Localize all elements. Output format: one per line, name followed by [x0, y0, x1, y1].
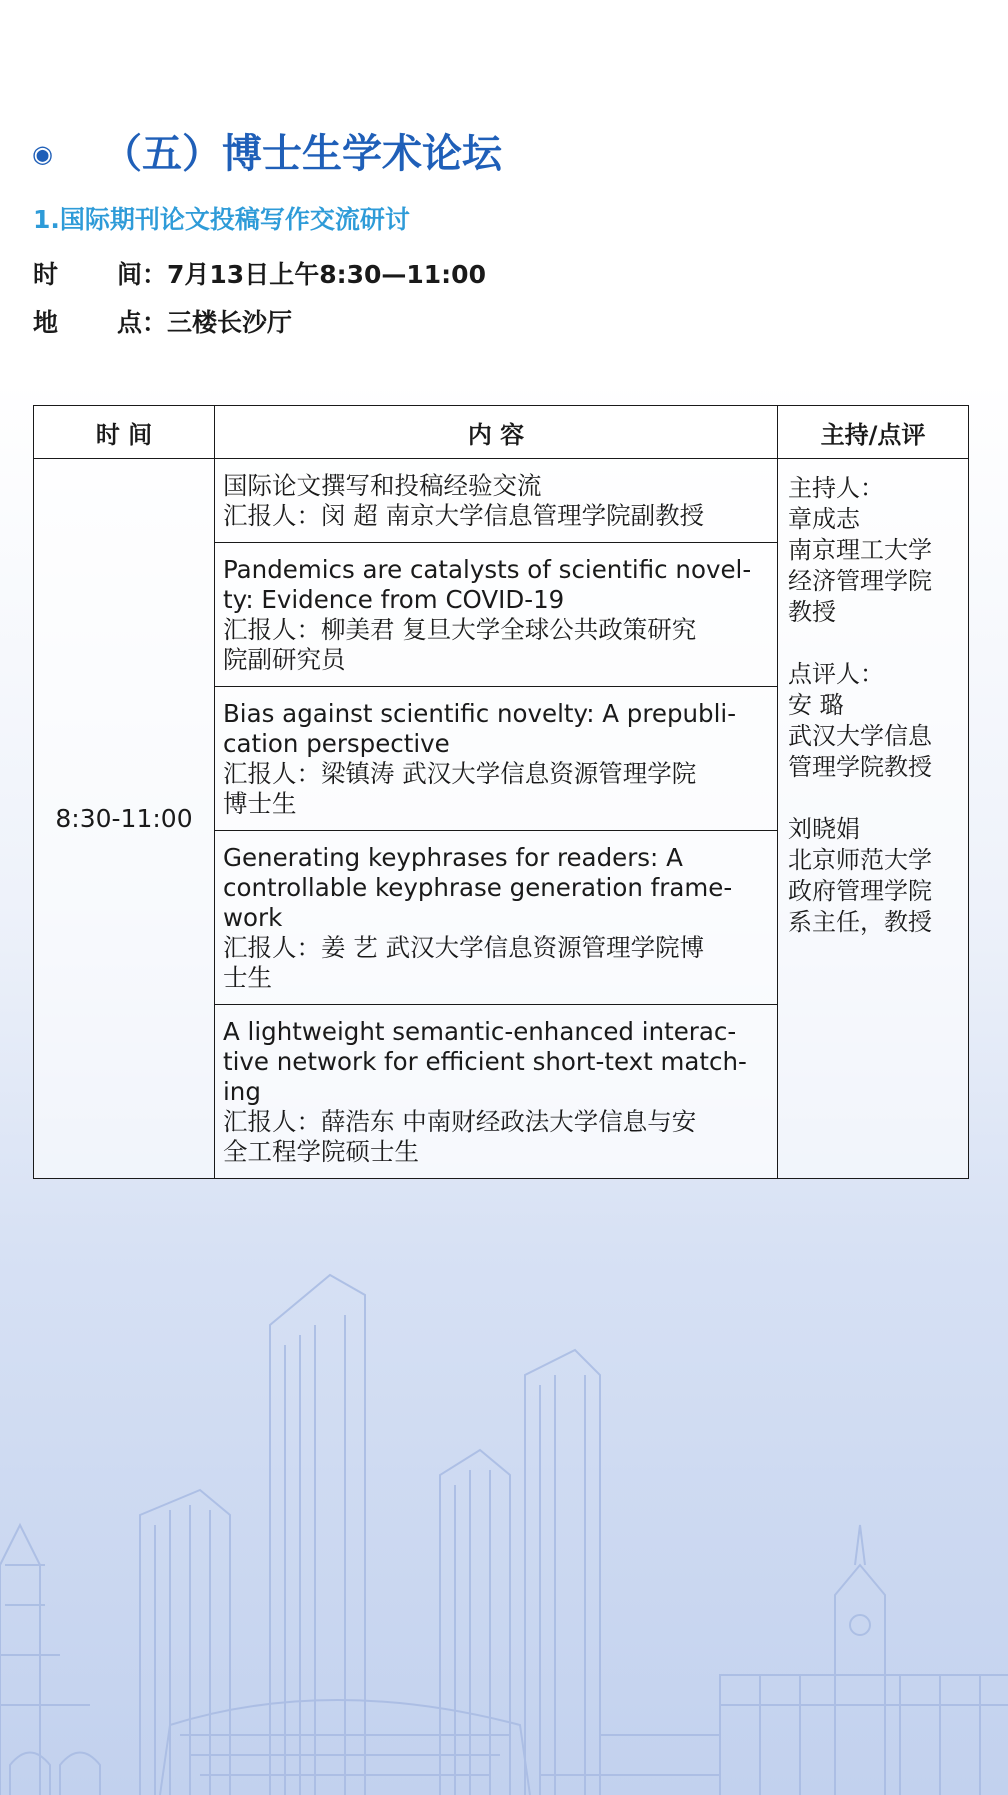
talk-line: tive network for efficient short-text match- [223, 1047, 747, 1076]
place-value: 三楼长沙厅 [167, 308, 293, 337]
talk-line: A lightweight semantic-enhanced interac- [223, 1017, 737, 1046]
talk-cell [215, 543, 778, 687]
time-cell: 8:30-11:00 [34, 459, 215, 1179]
time-value: 7月13日上午8:30—11:00 [167, 260, 486, 289]
talk-line: 汇报人：薛浩东 中南财经政法大学信息与安 [223, 1107, 697, 1136]
talk-cell [215, 1005, 778, 1179]
host-line: 南京理工大学 [788, 536, 932, 564]
host-line: 管理学院教授 [788, 753, 932, 781]
talk-line: cation perspective [223, 729, 450, 758]
host-cell [778, 459, 969, 1179]
host-line: 系主任，教授 [788, 908, 932, 936]
talk-line: ing [223, 1077, 261, 1106]
spacer [788, 783, 958, 814]
talk-line: 汇报人：姜 艺 武汉大学信息资源管理学院博 [223, 933, 705, 962]
table-header-row [34, 406, 969, 459]
talk-line: 院副研究员 [223, 645, 346, 674]
place-key2: 点： [117, 308, 168, 337]
place-row [33, 303, 292, 339]
talk-line: 汇报人：闵 超 南京大学信息管理学院副教授 [223, 501, 705, 530]
talk-cell [215, 459, 778, 543]
talk-line: Pandemics are catalysts of scientific novel- [223, 555, 752, 584]
subtitle: 1.国际期刊论文投稿写作交流研讨 [33, 205, 410, 234]
host-line: 章成志 [788, 505, 860, 533]
talk-line: Bias against scientific novelty: A prepubli- [223, 699, 737, 728]
spacer [788, 628, 958, 659]
host-line: 安 璐 [788, 691, 844, 719]
host-line: 北京师范大学 [788, 846, 932, 874]
host-line: 经济管理学院 [788, 567, 932, 595]
time-key2: 间： [117, 260, 168, 289]
host-line: 主持人： [788, 474, 884, 502]
talk-line: controllable keyphrase generation frame- [223, 873, 733, 902]
table-row [34, 459, 969, 543]
header-time: 时 间 [34, 406, 215, 459]
host-line: 刘晓娟 [788, 815, 860, 843]
host-line: 教授 [788, 598, 836, 626]
talk-line: 博士生 [223, 789, 297, 818]
header-content: 内 容 [215, 406, 778, 459]
time-key: 时 [33, 260, 59, 289]
talk-cell [215, 687, 778, 831]
section-title-text: （五）博士生学术论坛 [102, 131, 502, 177]
city-skyline-illustration [0, 1235, 1008, 1795]
time-row [33, 255, 486, 291]
talk-line: 全工程学院硕士生 [223, 1137, 419, 1166]
talk-line: 国际论文撰写和投稿经验交流 [223, 471, 542, 500]
talk-line: 汇报人：梁镇涛 武汉大学信息资源管理学院 [223, 759, 697, 788]
host-line: 武汉大学信息 [788, 722, 932, 750]
talk-line: 士生 [223, 963, 272, 992]
talk-line: work [223, 903, 283, 932]
talk-line: 汇报人：柳美君 复旦大学全球公共政策研究 [223, 615, 697, 644]
host-line: 政府管理学院 [788, 877, 932, 905]
talk-line: Generating keyphrases for readers: A [223, 843, 683, 872]
header-host: 主持/点评 [778, 406, 969, 459]
talk-line: ty: Evidence from COVID-19 [223, 585, 565, 614]
bullet-icon: ◉ [32, 140, 53, 168]
talk-cell [215, 831, 778, 1005]
schedule-table [33, 405, 969, 1179]
section-title [32, 128, 502, 180]
host-line: 点评人： [788, 660, 884, 688]
place-key: 地 [33, 308, 59, 337]
